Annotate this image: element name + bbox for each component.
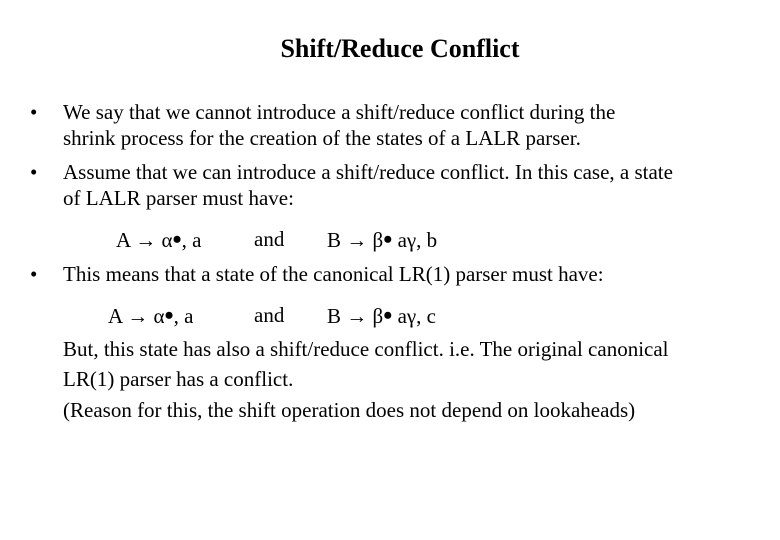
conclusion-line-2: LR(1) parser has a conflict. [63,367,294,391]
item-dot: • [164,301,174,330]
lalr-item-formula [327,227,437,252]
arrow-symbol: → [135,228,157,252]
formula-lhs: B [327,228,342,252]
conclusion-line-1: But, this state has also a shift/reduce conflict. i.e. The original canonical [63,337,669,361]
formula-lhs: B [327,304,342,328]
item-dot: • [383,225,393,254]
formula-tail: aγ, b [397,228,438,252]
arrow-symbol: → [346,228,368,252]
conclusion-line-3: (Reason for this, the shift operation does not depend on lookaheads) [63,398,636,422]
arrow-symbol: → [346,304,368,328]
bullet-1-line-1: We say that we cannot introduce a shift/reduce conflict during the [63,100,616,124]
bullet-marker: • [30,100,38,124]
formula-rhs: β [372,228,384,252]
bullet-marker: • [30,160,38,184]
item-dot: • [383,301,393,330]
formula-connector: and [254,227,285,251]
formula-rhs: α [161,228,173,252]
bullet-3-line-1: This means that a state of the canonical LR(1) parser must have: [63,262,604,286]
bullet-1-line-2: shrink process for the creation of the states of a LALR parser. [63,126,581,150]
formula-lhs: A [108,304,123,328]
item-dot: • [172,225,182,254]
formula-rhs: β [372,304,384,328]
formula-connector: and [254,303,285,327]
lr1-item-formula [108,303,193,328]
formula-tail: aγ, c [397,304,436,328]
lalr-item-formula [116,227,201,252]
bullet-marker: • [30,262,38,286]
lr1-item-formula [327,303,436,328]
formula-lookahead: , a [181,228,202,252]
bullet-2-line-2: of LALR parser must have: [63,186,294,210]
arrow-symbol: → [127,304,149,328]
slide-title: Shift/Reduce Conflict [280,34,520,63]
bullet-2-line-1: Assume that we can introduce a shift/reduce conflict. In this case, a state [63,160,673,184]
formula-lookahead: , a [173,304,194,328]
formula-rhs: α [153,304,165,328]
formula-lhs: A [116,228,131,252]
